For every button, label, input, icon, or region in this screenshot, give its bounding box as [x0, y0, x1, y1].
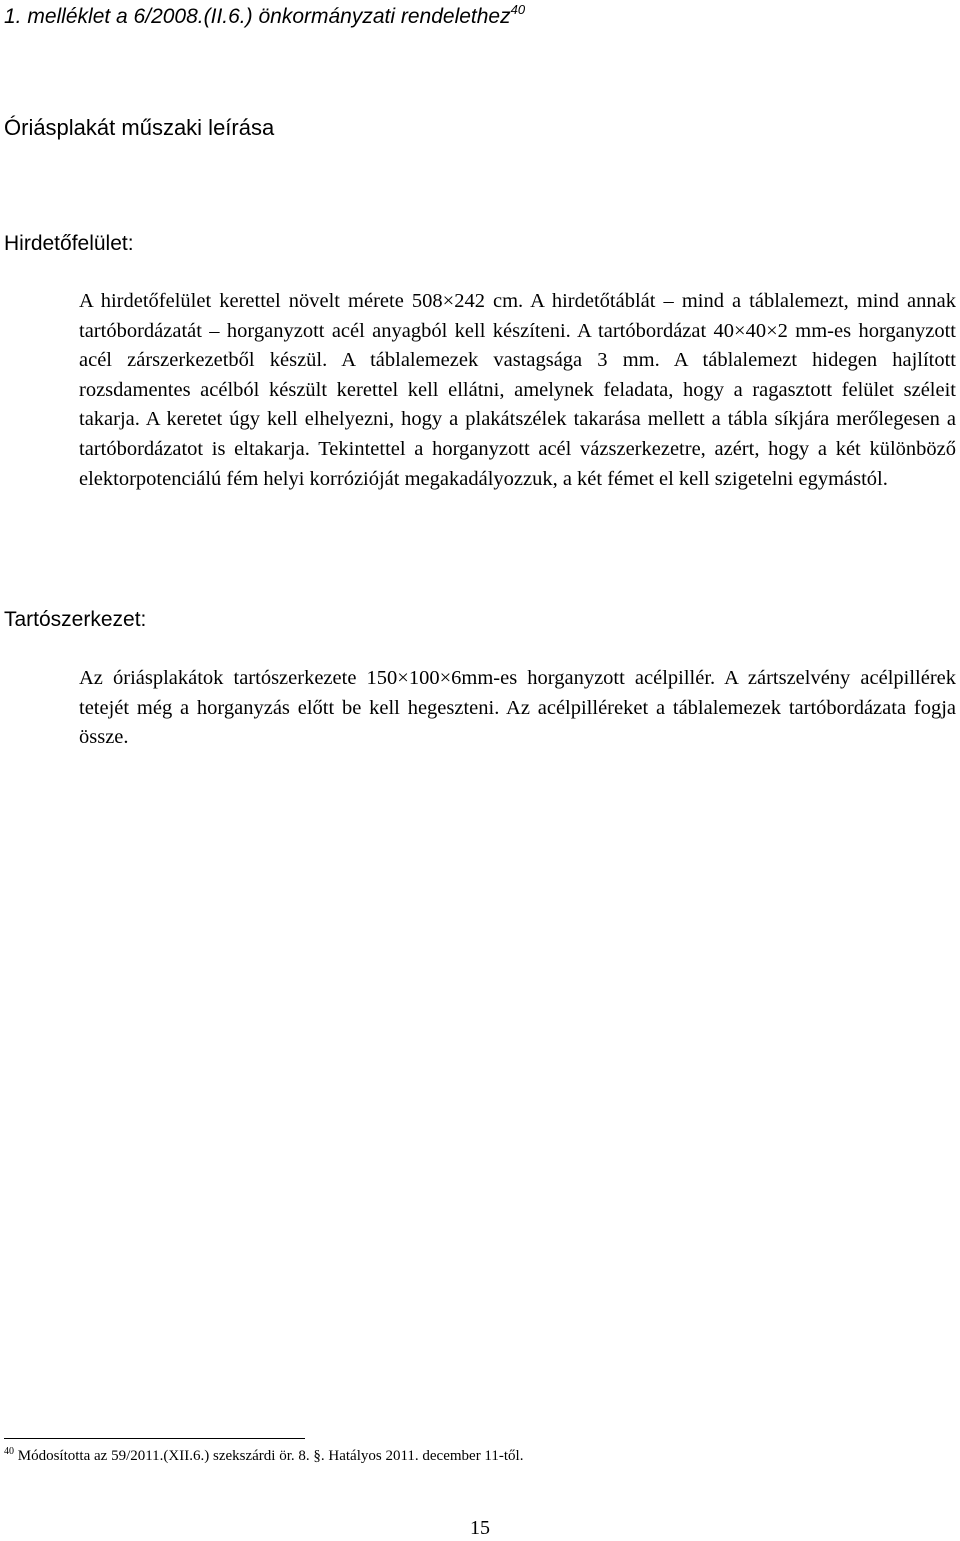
- section-paragraph-hirdetofelulet: A hirdetőfelület kerettel növelt mérete 508×242 cm. A hirdetőtáblát – mind a táblalemezt, mind annak tartóbordázatát – horganyzott acél anyagból kell készíteni. A tartóbordázat 40×40×2 mm-es horganyzott acél zárszerkezetből készül. A táblalemezek vastagsága 3 mm. A táblalemezt hidegen hajlított rozsdamentes acélból készült kerettel kell ellátni, amelynek feladata, hogy a ragasztott felület széleit takarja. A keretet úgy kell elhelyezni, hogy a plakátszélek takarása mellett a tábla síkjára merőlegesen a tartóbordázatot is eltakarja. Tekintettel a horganyzott acél vázszerkezetre, azért, hogy a két különböző elektorpotenciálú fém helyi korrózióját megakadályozzuk, a két fémet el kell szigetelni egymástól.: [79, 290, 956, 490]
- footnote-number: 40: [4, 1446, 14, 1457]
- section-heading-tartoszerkezet: Tartószerkezet:: [4, 608, 147, 631]
- document-header: [4, 2, 525, 32]
- footnote-text: Módosította az 59/2011.(XII.6.) szekszárdi ör. 8. §. Hatályos 2011. december 11-től.: [17, 1448, 524, 1464]
- page-number: 15: [470, 1517, 490, 1539]
- header-footnote-ref: 40: [510, 2, 526, 17]
- footnote: [4, 1446, 523, 1466]
- footnote-separator: [4, 1438, 305, 1439]
- header-text: 1. melléklet a 6/2008.(II.6.) önkormányzati rendelethez: [4, 5, 511, 28]
- document-title: Óriásplakát műszaki leírása: [4, 115, 275, 140]
- section-paragraph-tartoszerkezet: Az óriásplakátok tartószerkezete 150×100×6mm-es horganyzott acélpillér. A zártszelvény acélpillérek tetejét még a horganyzás előtt be kell hegeszteni. Az acélpilléreket a táblalemezek tartóbordázata fogja össze.: [79, 667, 956, 749]
- section-heading-hirdetofelulet: Hirdetőfelület:: [4, 232, 134, 255]
